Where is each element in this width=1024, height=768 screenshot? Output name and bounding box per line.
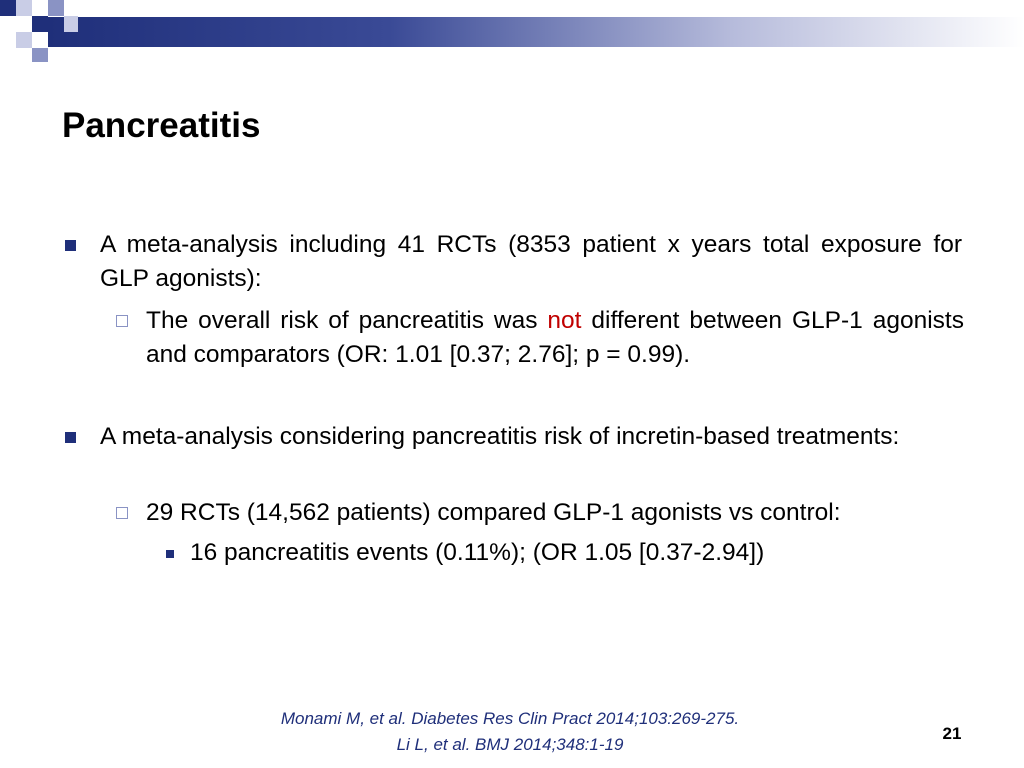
reference-line: Monami M, et al. Diabetes Res Clin Pract 2014;103:269-275.: [280, 709, 740, 728]
bullet-hollow-square-icon: [116, 315, 128, 327]
bullet-small-square-icon: [166, 550, 174, 558]
highlight-word: not: [547, 307, 582, 334]
reference-line: Li L, et al. BMJ 2014;348:1-19: [396, 735, 624, 754]
page-number: 21: [942, 724, 962, 743]
bullet-text: A meta-analysis considering pancreatitis risk of incretin-based treatments:: [100, 423, 900, 450]
sub-bullet-text-part: The overall risk of pancreatitis was: [146, 307, 548, 334]
sub-bullet-text: 29 RCTs (14,562 patients) compared GLP-1 agonists vs control:: [146, 499, 841, 526]
bullet-square-icon: [65, 432, 76, 443]
bullet-text: A meta-analysis including 41 RCTs (8353 patient x years total exposure for GLP agonists):: [100, 231, 962, 292]
references: [230, 706, 790, 758]
bullet-square-icon: [65, 240, 76, 251]
sub-bullet-text-part: different between GLP-1 agonists and comparators (OR: 1.01 [0.37; 2.76]; p = 0.99).: [146, 307, 964, 368]
sub-bullet-text: [146, 304, 964, 372]
bullet-hollow-square-icon: [116, 507, 128, 519]
slide-title: Pancreatitis: [62, 106, 261, 145]
sub-sub-bullet-text: 16 pancreatitis events (0.11%); (OR 1.05 [0.37-2.94]): [190, 539, 765, 566]
